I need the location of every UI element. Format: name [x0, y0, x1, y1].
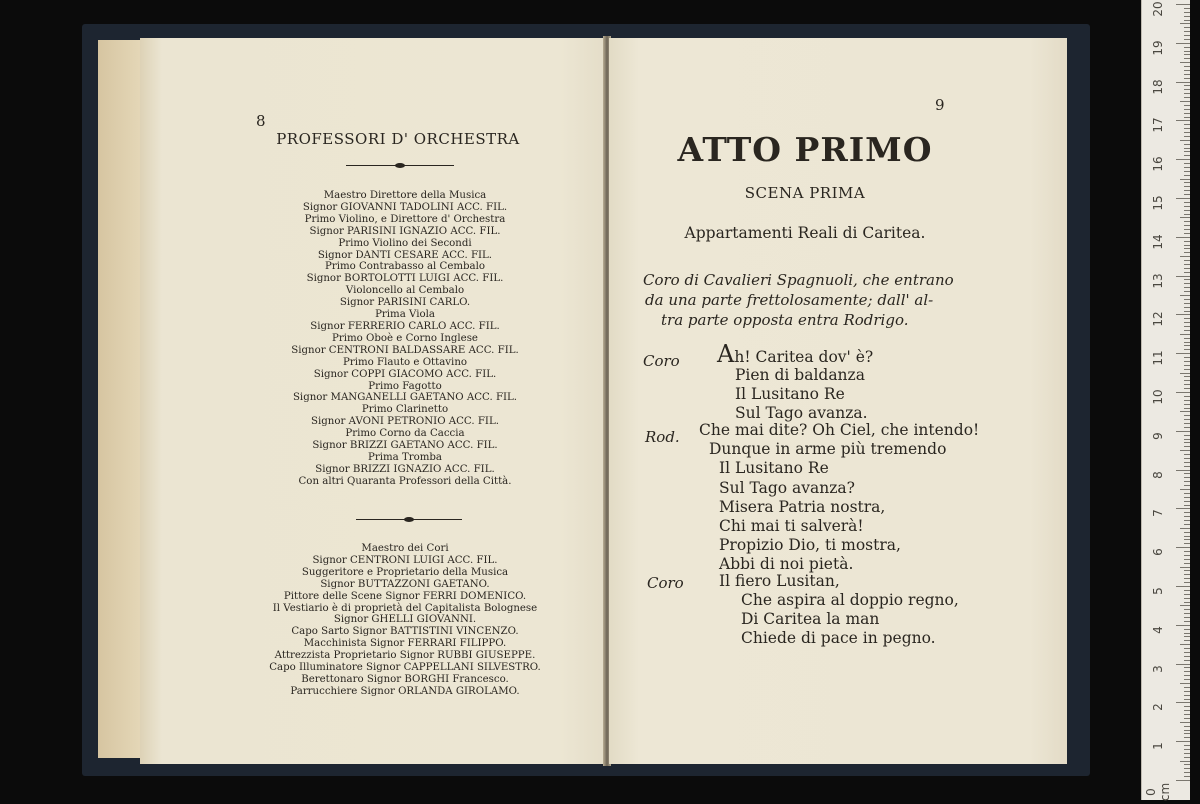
left-page-number: 8 — [256, 112, 266, 130]
ruler-tick — [1184, 318, 1190, 319]
drop-cap: A — [717, 340, 735, 368]
list-item: Signor DANTI CESARE ACC. FIL. — [317, 249, 493, 261]
ruler-tick — [1180, 683, 1190, 684]
list-item: Primo Contrabasso al Cembalo — [324, 261, 485, 273]
ruler-tick — [1184, 260, 1190, 261]
ruler-number: 6 — [1151, 548, 1165, 557]
ruler-tick — [1184, 74, 1190, 75]
ruler-tick — [1184, 155, 1190, 156]
ruler-tick — [1184, 633, 1190, 634]
list-item: Signor CENTRONI LUIGI ACC. FIL. — [312, 554, 498, 566]
verse-line: Di Caritea la man — [741, 610, 880, 628]
ruler-tick — [1184, 733, 1190, 734]
ruler-tick — [1184, 671, 1190, 672]
ruler-tick — [1184, 291, 1190, 292]
ruler-number: 19 — [1151, 40, 1165, 56]
ruler-tick — [1184, 303, 1190, 304]
ornamental-divider-top — [346, 162, 454, 170]
ruler-number: 7 — [1151, 509, 1165, 518]
ruler-tick — [1184, 512, 1190, 513]
ruler-tick — [1184, 349, 1190, 350]
ruler-tick — [1184, 776, 1190, 777]
ruler-tick — [1184, 361, 1190, 362]
list-item: Primo Fagotto — [368, 380, 442, 392]
ruler-tick — [1180, 761, 1190, 762]
ruler-tick — [1184, 458, 1190, 459]
ruler-tick — [1184, 85, 1190, 86]
ruler-tick — [1184, 206, 1190, 207]
ruler-tick — [1184, 311, 1190, 312]
ruler-tick — [1184, 559, 1190, 560]
ruler-tick — [1176, 508, 1190, 509]
list-item: Primo Clarinetto — [361, 404, 449, 416]
ruler-tick — [1176, 547, 1190, 548]
ruler-number: 20 — [1151, 1, 1165, 17]
verse-line: Che aspira al doppio regno, — [741, 591, 959, 609]
ruler-tick — [1184, 695, 1190, 696]
ruler-tick — [1180, 140, 1190, 141]
ruler-tick — [1184, 342, 1190, 343]
ruler-tick — [1184, 345, 1190, 346]
ruler-tick — [1176, 120, 1190, 121]
ruler-tick — [1184, 225, 1190, 226]
list-item: Attrezzista Proprietario Signor RUBBI GIUSEPPE. — [274, 650, 536, 662]
ruler-tick — [1184, 726, 1190, 727]
ruler-tick — [1184, 163, 1190, 164]
ruler-tick — [1184, 563, 1190, 564]
list-item: Signor AVONI PETRONIO ACC. FIL. — [311, 416, 499, 428]
list-item: Pittore delle Scene Signor FERRI DOMENICO. — [283, 590, 527, 602]
ruler-tick — [1176, 392, 1190, 393]
scene-setting: Appartamenti Reali di Caritea. — [684, 224, 926, 242]
verse-line: Il Lusitano Re — [735, 385, 845, 403]
ruler-tick — [1184, 151, 1190, 152]
ruler-tick — [1184, 388, 1190, 389]
ruler-tick — [1184, 462, 1190, 463]
ruler-number: 16 — [1151, 156, 1165, 172]
verse-line: Propizio Dio, ti mostra, — [719, 536, 901, 554]
ruler-tick — [1184, 539, 1190, 540]
list-item: Primo Flauto e Ottavino — [342, 356, 468, 368]
list-item: Il Vestiario è di proprietà del Capitalista Bolognese — [272, 602, 538, 614]
ruler-tick — [1184, 136, 1190, 137]
ruler-tick — [1184, 656, 1190, 657]
ruler-tick — [1184, 602, 1190, 603]
ruler-tick — [1184, 400, 1190, 401]
ruler-tick — [1180, 179, 1190, 180]
verse-line — [717, 340, 873, 368]
ruler-number: 0 cm — [1144, 782, 1172, 802]
ruler-tick — [1176, 702, 1190, 703]
ruler-number: 17 — [1151, 117, 1165, 134]
ruler-tick — [1180, 605, 1190, 606]
ruler-tick — [1184, 404, 1190, 405]
ruler-tick — [1184, 446, 1190, 447]
list-item: Maestro dei Cori — [361, 543, 449, 554]
ruler-tick — [1176, 4, 1190, 5]
ruler-tick — [1184, 454, 1190, 455]
ruler-tick — [1184, 12, 1190, 13]
ruler-tick — [1184, 326, 1190, 327]
ruler-tick — [1180, 450, 1190, 451]
ruler-tick — [1184, 427, 1190, 428]
ruler-tick — [1184, 423, 1190, 424]
ruler-tick — [1184, 357, 1190, 358]
list-item: Signor FERRERIO CARLO ACC. FIL. — [310, 320, 500, 332]
ruler-tick — [1184, 524, 1190, 525]
stage-direction — [643, 270, 989, 330]
list-item: Signor GIOVANNI TADOLINI ACC. FIL. — [302, 201, 508, 213]
ruler-tick — [1184, 617, 1190, 618]
ruler-tick — [1184, 221, 1190, 222]
ruler-tick — [1184, 675, 1190, 676]
ruler-tick — [1184, 27, 1190, 28]
ruler-tick — [1184, 272, 1190, 273]
ruler-tick — [1184, 229, 1190, 230]
list-item: Signor BRIZZI GAETANO ACC. FIL. — [312, 440, 498, 452]
verse-text: h! Caritea dov' è? — [734, 348, 874, 366]
ruler-number: 8 — [1151, 470, 1165, 479]
list-item: Con altri Quaranta Professori della Città. — [298, 475, 512, 487]
ruler-tick — [1180, 334, 1190, 335]
list-item: Signor BORTOLOTTI LUIGI ACC. FIL. — [306, 273, 504, 285]
verse-line: Misera Patria nostra, — [719, 498, 886, 516]
ruler-tick — [1184, 144, 1190, 145]
ruler-tick — [1184, 245, 1190, 246]
ruler-tick — [1184, 516, 1190, 517]
ruler-tick — [1184, 543, 1190, 544]
ruler-tick — [1184, 105, 1190, 106]
ruler-tick — [1184, 768, 1190, 769]
verse-line: Chi mai ti salverà! — [719, 517, 864, 535]
ruler-tick — [1184, 78, 1190, 79]
ruler-tick — [1176, 470, 1190, 471]
ruler-tick — [1184, 415, 1190, 416]
staff-list — [240, 543, 570, 698]
ruler-tick — [1176, 82, 1190, 83]
ruler-tick — [1184, 477, 1190, 478]
ruler-tick — [1176, 159, 1190, 160]
ruler-tick — [1176, 237, 1190, 238]
ruler-number: 18 — [1151, 78, 1165, 95]
ruler-tick — [1184, 376, 1190, 377]
ruler-tick — [1184, 485, 1190, 486]
stage-direction-line: Coro di Cavalieri Spagnuoli, che entrano — [643, 271, 954, 289]
ruler-tick — [1184, 252, 1190, 253]
ruler-tick — [1180, 722, 1190, 723]
ruler-tick — [1184, 497, 1190, 498]
list-item: Signor GHELLI GIOVANNI. — [333, 614, 477, 626]
ruler-tick — [1184, 194, 1190, 195]
ruler-tick — [1184, 730, 1190, 731]
verse-line: Dunque in arme più tremendo — [709, 440, 947, 458]
stage-direction-line: da una parte frettolosamente; dall' al- — [645, 291, 934, 309]
ruler-tick — [1184, 124, 1190, 125]
ruler-tick — [1184, 435, 1190, 436]
ruler-number: 2 — [1151, 703, 1165, 712]
ruler-tick — [1184, 590, 1190, 591]
ruler-tick — [1184, 93, 1190, 94]
list-item: Primo Corno da Caccia — [345, 428, 465, 440]
ruler-tick — [1184, 419, 1190, 420]
list-item: Primo Violino, e Direttore d' Orchestra — [304, 213, 506, 225]
speaker-coro: Coro — [647, 574, 684, 592]
scene-title: SCENA PRIMA — [744, 184, 866, 202]
ruler-tick — [1184, 501, 1190, 502]
ruler-tick — [1184, 31, 1190, 32]
list-item: Signor COPPI GIACOMO ACC. FIL. — [313, 368, 497, 380]
ruler-tick — [1184, 210, 1190, 211]
ruler-tick — [1184, 621, 1190, 622]
ruler-tick — [1184, 439, 1190, 440]
ruler-tick — [1184, 16, 1190, 17]
ruler-tick — [1184, 113, 1190, 114]
verse-line: Sul Tago avanza? — [719, 479, 855, 497]
ruler-tick — [1184, 710, 1190, 711]
ruler-tick — [1184, 753, 1190, 754]
ruler-number: 5 — [1151, 587, 1165, 595]
ruler-tick — [1184, 706, 1190, 707]
ornamental-divider-middle — [356, 516, 462, 524]
ruler-tick — [1184, 299, 1190, 300]
ruler-tick — [1184, 186, 1190, 187]
list-item: Signor PARISINI CARLO. — [339, 297, 471, 309]
ruler-tick — [1184, 749, 1190, 750]
ruler-tick — [1180, 373, 1190, 374]
ruler-tick — [1184, 132, 1190, 133]
list-item: Capo Sarto Signor BATTISTINI VINCENZO. — [291, 626, 519, 638]
ruler-number: 14 — [1151, 234, 1165, 250]
ruler-tick — [1184, 718, 1190, 719]
ruler-tick — [1180, 489, 1190, 490]
ruler-tick — [1184, 117, 1190, 118]
ruler-number: 11 — [1151, 350, 1165, 366]
ruler-tick — [1184, 764, 1190, 765]
verse-line: Chiede di pace in pegno. — [741, 629, 936, 647]
ruler-tick — [1184, 466, 1190, 467]
ruler-tick — [1184, 582, 1190, 583]
ruler-tick — [1184, 248, 1190, 249]
ruler-tick — [1184, 505, 1190, 506]
speaker-rodrigo: Rod. — [645, 428, 680, 446]
ruler-tick — [1180, 23, 1190, 24]
ruler-tick — [1184, 481, 1190, 482]
ruler-tick — [1176, 664, 1190, 665]
ruler-tick — [1176, 625, 1190, 626]
list-item: Prima Viola — [375, 309, 435, 321]
ruler-tick — [1184, 171, 1190, 172]
ruler-tick — [1184, 640, 1190, 641]
ruler-tick — [1180, 411, 1190, 412]
ruler-tick — [1184, 330, 1190, 331]
ruler-tick — [1180, 528, 1190, 529]
ruler-tick — [1184, 54, 1190, 55]
ruler-tick — [1184, 570, 1190, 571]
measurement-ruler — [1141, 0, 1190, 800]
ruler-tick — [1184, 648, 1190, 649]
speaker-coro: Coro — [643, 352, 680, 370]
verse-line: Che mai dite? Oh Ciel, che intendo! — [699, 421, 980, 439]
verse-line: Abbi di noi pietà. — [719, 555, 854, 573]
verse-line: Il fiero Lusitan, — [719, 572, 840, 590]
orchestra-list — [240, 190, 570, 488]
list-item: Signor BUTTAZZONI GAETANO. — [320, 578, 490, 590]
list-item: Capo Illuminatore Signor CAPPELLANI SILVESTRO. — [269, 662, 541, 674]
ruler-tick — [1184, 167, 1190, 168]
list-item: Maestro Direttore della Musica — [323, 190, 487, 201]
ruler-number: 4 — [1151, 625, 1165, 634]
ruler-tick — [1184, 493, 1190, 494]
ruler-tick — [1180, 295, 1190, 296]
ruler-tick — [1184, 97, 1190, 98]
verse-line: Il Lusitano Re — [719, 459, 829, 477]
ruler-tick — [1180, 644, 1190, 645]
act-title: ATTO PRIMO — [677, 130, 933, 169]
verse-line: Pien di baldanza — [735, 366, 865, 384]
ruler-tick — [1184, 202, 1190, 203]
ruler-tick — [1184, 613, 1190, 614]
ruler-number: 13 — [1151, 272, 1165, 289]
ruler-number: 10 — [1151, 389, 1165, 405]
ruler-tick — [1184, 233, 1190, 234]
ruler-tick — [1176, 353, 1190, 354]
list-item: Violoncello al Cembalo — [345, 285, 465, 297]
ruler-tick — [1184, 714, 1190, 715]
orchestra-heading: PROFESSORI D' ORCHESTRA — [276, 130, 520, 148]
list-item: Primo Violino dei Secondi — [338, 237, 472, 249]
ruler-tick — [1184, 629, 1190, 630]
ruler-tick — [1184, 287, 1190, 288]
ruler-tick — [1180, 62, 1190, 63]
ruler-tick — [1180, 567, 1190, 568]
ruler-tick — [1184, 384, 1190, 385]
ruler-tick — [1184, 574, 1190, 575]
ruler-tick — [1184, 58, 1190, 59]
list-item: Primo Oboè e Corno Inglese — [332, 332, 478, 344]
ruler-tick — [1180, 256, 1190, 257]
ruler-tick — [1184, 609, 1190, 610]
right-page-number: 9 — [935, 96, 945, 114]
ruler-tick — [1184, 532, 1190, 533]
ruler-tick — [1184, 745, 1190, 746]
right-page — [609, 38, 1067, 764]
ruler-tick — [1184, 148, 1190, 149]
ruler-tick — [1184, 20, 1190, 21]
ruler-tick — [1184, 536, 1190, 537]
ruler-tick — [1184, 520, 1190, 521]
ruler-tick — [1184, 555, 1190, 556]
list-item: Berettonaro Signor BORGHI Francesco. — [301, 673, 509, 685]
ruler-tick — [1184, 47, 1190, 48]
ruler-tick — [1184, 578, 1190, 579]
verse-line: Sul Tago avanza. — [735, 404, 868, 422]
ruler-number: 9 — [1151, 431, 1165, 440]
list-item: Signor MANGANELLI GAETANO ACC. FIL. — [292, 392, 518, 404]
list-item: Prima Tromba — [367, 451, 442, 463]
ruler-tick — [1184, 70, 1190, 71]
ruler-tick — [1184, 594, 1190, 595]
ruler-tick — [1184, 667, 1190, 668]
ruler-tick — [1184, 598, 1190, 599]
ruler-number: 12 — [1151, 311, 1165, 328]
list-item: Parrucchiere Signor ORLANDA GIROLAMO. — [290, 685, 520, 697]
ruler-tick — [1184, 268, 1190, 269]
ruler-tick — [1184, 128, 1190, 129]
ruler-tick — [1176, 314, 1190, 315]
ruler-tick — [1184, 66, 1190, 67]
ruler-number: 1 — [1151, 742, 1165, 751]
ruler-tick — [1184, 737, 1190, 738]
ruler-tick — [1184, 442, 1190, 443]
ruler-tick — [1184, 241, 1190, 242]
ruler-tick — [1176, 586, 1190, 587]
ruler-tick — [1184, 369, 1190, 370]
list-item: Signor BRIZZI IGNAZIO ACC. FIL. — [315, 463, 495, 475]
ruler-tick — [1184, 8, 1190, 9]
ruler-tick — [1184, 551, 1190, 552]
ruler-tick — [1176, 198, 1190, 199]
ruler-tick — [1184, 279, 1190, 280]
ruler-tick — [1184, 772, 1190, 773]
stage-direction-line: tra parte opposta entra Rodrigo. — [661, 311, 909, 329]
list-item: Signor PARISINI IGNAZIO ACC. FIL. — [309, 225, 501, 237]
ruler-tick — [1184, 679, 1190, 680]
ruler-tick — [1184, 473, 1190, 474]
ruler-tick — [1184, 365, 1190, 366]
ruler-number: 15 — [1151, 195, 1165, 211]
ruler-tick — [1184, 380, 1190, 381]
list-item: Macchinista Signor FERRARI FILIPPO. — [303, 638, 507, 650]
ruler-tick — [1184, 408, 1190, 409]
ruler-tick — [1184, 636, 1190, 637]
ruler-tick — [1176, 431, 1190, 432]
ruler-tick — [1184, 652, 1190, 653]
ruler-tick — [1184, 307, 1190, 308]
ruler-tick — [1184, 691, 1190, 692]
ruler-number: 3 — [1151, 664, 1165, 673]
ruler-tick — [1184, 190, 1190, 191]
ruler-tick — [1176, 43, 1190, 44]
ruler-tick — [1184, 175, 1190, 176]
ruler-tick — [1184, 699, 1190, 700]
ruler-tick — [1176, 276, 1190, 277]
ruler-tick — [1184, 89, 1190, 90]
ruler-tick — [1176, 741, 1190, 742]
ruler-tick — [1184, 39, 1190, 40]
ruler-tick — [1180, 101, 1190, 102]
ruler-tick — [1184, 109, 1190, 110]
ruler-tick — [1184, 396, 1190, 397]
list-item: Signor CENTRONI BALDASSARE ACC. FIL. — [291, 344, 519, 356]
ruler-tick — [1184, 264, 1190, 265]
ruler-tick — [1184, 182, 1190, 183]
ruler-tick — [1184, 757, 1190, 758]
ruler-tick — [1184, 51, 1190, 52]
ruler-tick — [1184, 35, 1190, 36]
underlying-page-edge — [98, 40, 146, 758]
ruler-tick — [1184, 283, 1190, 284]
ruler-tick — [1176, 780, 1190, 781]
ruler-tick — [1184, 214, 1190, 215]
ruler-tick — [1184, 322, 1190, 323]
list-item: Suggeritore e Proprietario della Musica — [301, 566, 509, 578]
left-page — [140, 38, 606, 764]
ruler-tick — [1184, 338, 1190, 339]
ruler-tick — [1180, 217, 1190, 218]
ruler-tick — [1184, 660, 1190, 661]
ruler-tick — [1184, 687, 1190, 688]
